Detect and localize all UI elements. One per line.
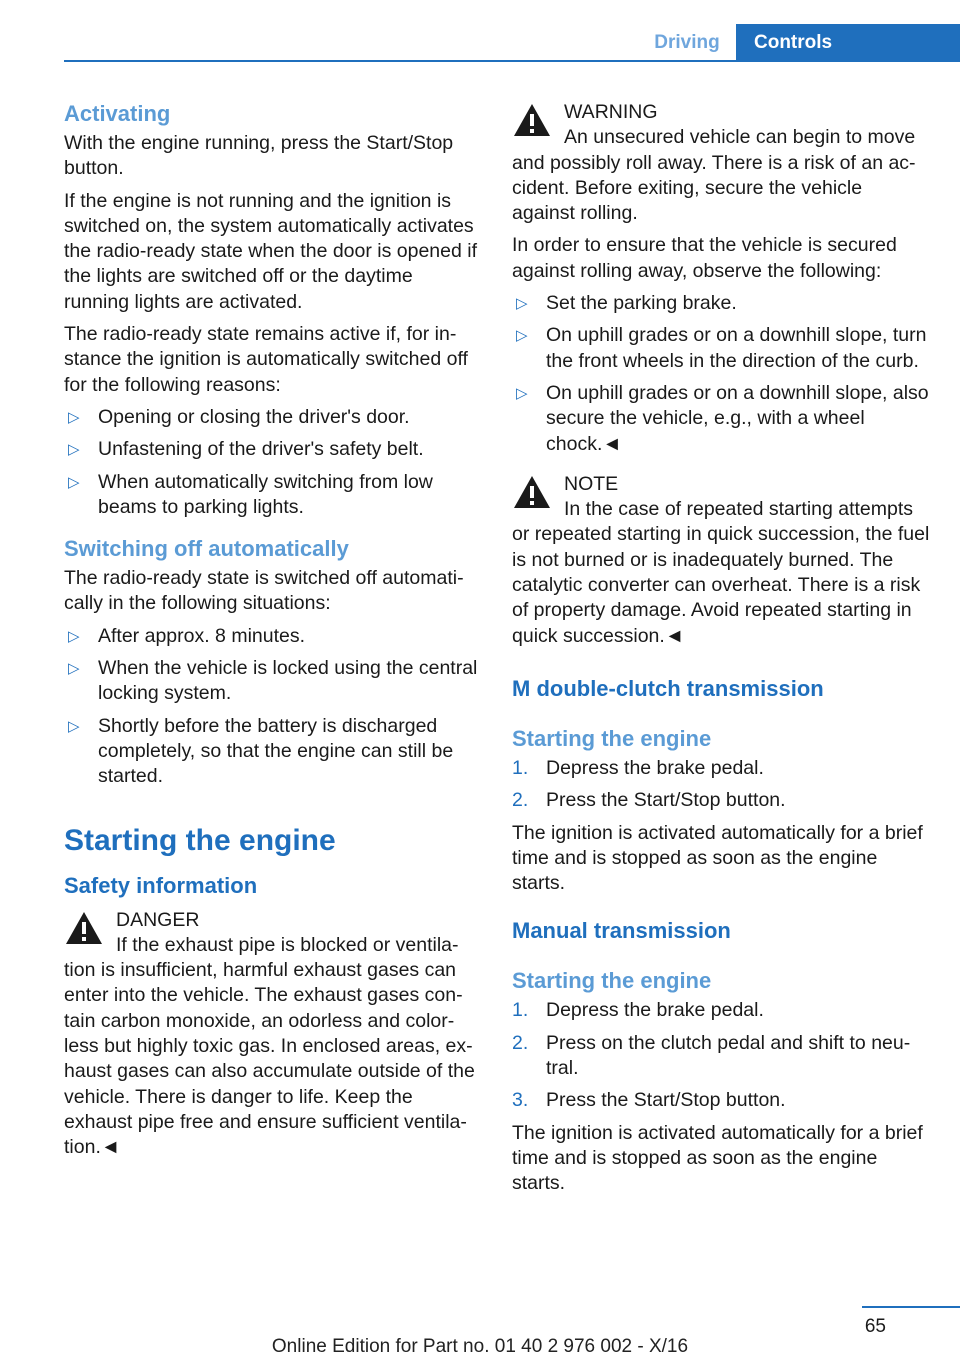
list-item: ▷ Shortly before the battery is discharged completely, so that the engine can still be started. (68, 714, 454, 788)
list-item: ▷ Unfastening of the driver's safety belt. (64, 437, 482, 462)
warning-triangle-icon (64, 910, 104, 946)
triangle-bullet-icon: ▷ (68, 408, 80, 426)
bullet-list (512, 291, 930, 457)
list-item: ▷ On uphill grades or on a downhill slope, also secure the vehicle, e.g., with a wheel chock.◄ (516, 381, 929, 455)
page-number: 65 (864, 1316, 886, 1337)
paragraph: The ignition is activated automatically for a brief time and is stopped as soon as the engine starts. (512, 1121, 923, 1195)
warning-label: WARNING (564, 101, 658, 123)
paragraph: In order to ensure that the vehicle is secured against rolling away, observe the following: (512, 234, 897, 282)
heading-switching-off: Switching off automatically (64, 536, 349, 562)
step-number: 2. (512, 1031, 529, 1054)
triangle-bullet-icon: ▷ (516, 295, 528, 313)
warning-notice (512, 100, 930, 226)
note-notice (512, 472, 930, 649)
triangle-bullet-icon: ▷ (68, 717, 80, 735)
header-section-tab: Driving (654, 32, 720, 53)
list-item: 1. Depress the brake pedal. (512, 756, 930, 781)
danger-text: If the exhaust pipe is blocked or ventilation is insufficient, harmful exhaust gases can enter into the vehicle. The exhaust gases contain carbon monoxide, an odorless and colorless but highly toxic gas. In enclosed areas, exhaust gases can also accumulate outside of the vehicle. There is danger to life. Keep the exhaust pipe free and ensure sufficient ventilation.◄ (64, 933, 475, 1159)
header-chapter-tab: Controls (736, 24, 960, 62)
list-item: 3. Press the Start/Stop button. (512, 1088, 930, 1113)
footer-rule (862, 1306, 960, 1308)
warning-text: An unsecured vehicle can begin to move and possibly roll away. There is a risk of an accident. Before exiting, secure the vehicle against rolling. (512, 126, 916, 225)
step-number: 2. (512, 789, 529, 812)
warning-triangle-icon (512, 474, 552, 510)
triangle-bullet-icon: ▷ (516, 327, 528, 345)
triangle-bullet-icon: ▷ (68, 441, 80, 459)
subheading-starting-engine: Starting the engine (512, 968, 712, 994)
paragraph: The radio-ready state is switched off automatically in the following situations: (64, 567, 464, 615)
paragraph: With the engine running, press the Start/Stop button. (64, 132, 454, 180)
list-item: 2. Press the Start/Stop button. (512, 788, 930, 813)
numbered-list (512, 756, 930, 814)
triangle-bullet-icon: ▷ (68, 473, 80, 491)
note-text: In the case of repeated starting attempts or repeated starting in quick succession, the fuel is not burned or is inadequately burned. The catalytic converter can overheat. There is a risk of property damage. Avoid repeated starting in quick succession.◄ (512, 498, 930, 647)
bullet-list (64, 405, 482, 520)
heading-safety-information: Safety information (64, 872, 258, 898)
list-item: ▷ After approx. 8 minutes. (64, 624, 482, 649)
triangle-bullet-icon: ▷ (68, 627, 80, 645)
triangle-bullet-icon: ▷ (68, 660, 80, 678)
list-item: ▷ Opening or closing the driver's door. (64, 405, 482, 430)
list-item: 2. Press on the clutch pedal and shift to neutral. (512, 1031, 911, 1080)
right-column (512, 100, 930, 1204)
paragraph: The ignition is activated automatically for a brief time and is stopped as soon as the engine starts. (512, 821, 923, 895)
header-rule (64, 60, 960, 62)
heading-manual-transmission: Manual transmission (512, 918, 731, 944)
danger-label: DANGER (116, 908, 200, 931)
paragraph: If the engine is not running and the ignition is switched on, the system automatically activates the radio-ready state when the door is opened if the lights are switched off or the daytime running lights are activated. (64, 189, 478, 313)
left-column (64, 100, 482, 1161)
heading-dct: M double-clutch transmission (512, 675, 824, 701)
danger-notice (64, 908, 482, 1161)
step-number: 1. (512, 756, 529, 779)
list-item: ▷ Set the parking brake. (512, 291, 930, 316)
list-item: ▷ When the vehicle is locked using the central locking system. (68, 657, 478, 705)
warning-triangle-icon (512, 102, 552, 138)
heading-activating: Activating (64, 101, 171, 126)
subheading-starting-engine: Starting the engine (512, 725, 712, 751)
list-item: ▷ On uphill grades or on a downhill slope, turn the front wheels in the direction of the curb. (516, 324, 927, 372)
list-item: 1. Depress the brake pedal. (512, 998, 930, 1023)
note-label: NOTE (564, 472, 619, 495)
numbered-list (512, 998, 930, 1113)
bullet-list (64, 624, 482, 790)
step-number: 3. (512, 1089, 529, 1112)
section-title-starting-engine: Starting the engine (64, 823, 336, 857)
edition-footer: Online Edition for Part no. 01 40 2 976 002 - X/16 (271, 1336, 689, 1357)
list-item: ▷ When automatically switching from low beams to parking lights. (68, 470, 433, 518)
paragraph: The radio-ready state remains active if, for instance the ignition is automatically switched off for the following reasons: (64, 323, 468, 396)
step-number: 1. (512, 999, 529, 1022)
triangle-bullet-icon: ▷ (516, 384, 528, 402)
